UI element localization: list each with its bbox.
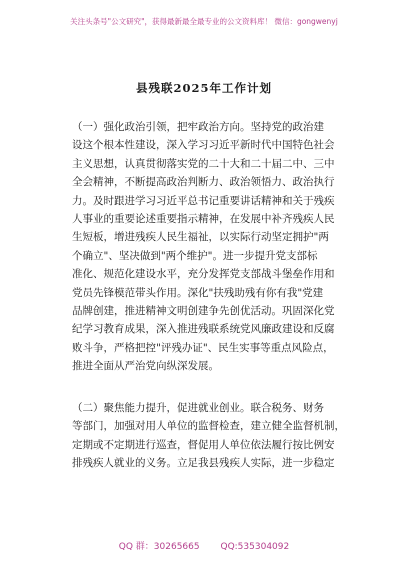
paragraph-line: 排残疾人就业的义务。立足我县残疾人实际，进一步稳定 xyxy=(72,457,335,470)
paragraph-line: 全会精神，不断提高政治判断力、政治领悟力、政治执行 xyxy=(72,176,335,189)
paragraph-line: 品牌创建，推进精神文明创建争先创优活动。巩固深化党 xyxy=(72,305,335,318)
header-watermark-note: 关注头条号"公文研究"，获得最新最全最专业的公文资料库！ 微信：gongwenyj xyxy=(70,17,338,26)
paragraph-line: 准化、规范化建设水平，充分发挥党支部战斗堡垒作用和 xyxy=(72,268,335,281)
paragraph-line: 生短板，增进残疾人民生福祉，以实际行动坚定拥护"两 xyxy=(72,231,329,244)
paragraph-line: 纪学习教育成果，深入推进残联系统党风廉政建设和反腐 xyxy=(72,323,335,336)
paragraph-line: 党员先锋模范带头作用。深化"扶残助残有你有我"党建 xyxy=(72,286,324,299)
paragraph-line: （一）强化政治引领，把牢政治方向。坚持党的政治建 xyxy=(72,121,324,133)
paragraph-line: 设这个根本性建设，深入学习习近平新时代中国特色社会 xyxy=(72,139,335,152)
paragraph-line: 人事业的重要论述重要指示精神，在发展中补齐残疾人民 xyxy=(72,213,335,226)
paragraph-line: 主义思想，认真贯彻落实党的二十大和二十届二中、三中 xyxy=(72,157,335,170)
paragraph-line: 推进全面从严治党向纵深发展。 xyxy=(72,360,219,373)
document-title: 县残联2025年工作计划 xyxy=(135,81,272,95)
paragraph-line: 等部门，加强对用人单位的监督检查，建立健全监督机制， xyxy=(72,420,345,433)
paragraph-1 xyxy=(72,118,334,376)
footer-qq-group: QQ 群：30265665 xyxy=(118,542,200,552)
paragraph-line: 个确立"、坚决做到"两个维护"。进一步提升党支部标 xyxy=(72,249,318,262)
paragraph-line: 定期或不定期进行巡查，督促用人单位依法履行按比例安 xyxy=(72,438,335,451)
footer-contact xyxy=(0,539,408,552)
paragraph-line: （二）聚焦能力提升，促进就业创业。联合税务、财务 xyxy=(72,402,324,414)
paragraph-line: 败斗争，严格把控"评残办证"、民生实事等重点风险点， xyxy=(72,341,334,354)
paragraph-2 xyxy=(72,399,345,473)
footer-qq-number: QQ:535304092 xyxy=(220,542,290,552)
paragraph-line: 力。及时跟进学习习近平总书记重要讲话精神和关于残疾 xyxy=(72,194,335,207)
